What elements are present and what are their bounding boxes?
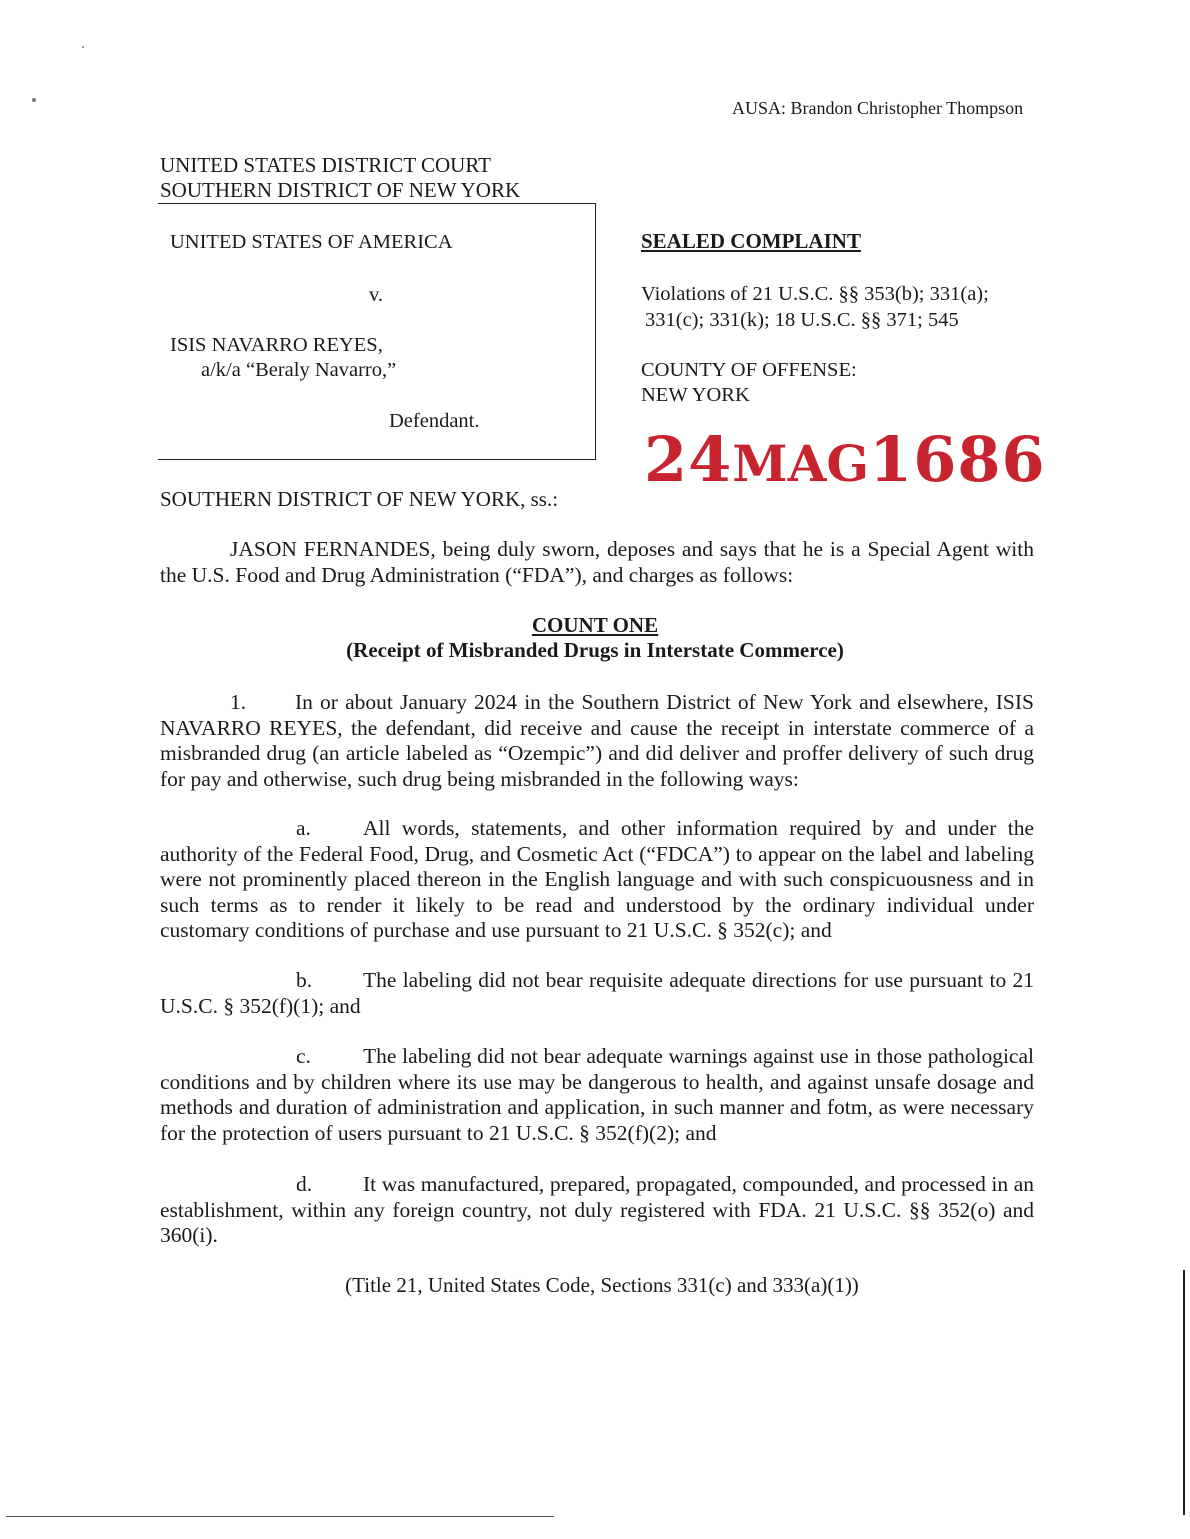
- subparagraph-c: [160, 1044, 1034, 1146]
- intro-text: JASON FERNANDES, being duly sworn, deposes and says that he is a Special Agent with the U.S. Food and Drug Administration (“FDA”), and charges as follows:: [160, 537, 1034, 587]
- versus: v.: [369, 284, 384, 306]
- count-title: COUNT ONE: [531, 613, 659, 637]
- subparagraph-label: c.: [296, 1044, 311, 1068]
- subparagraph-label: a.: [296, 816, 311, 840]
- county-of-offense-value: NEW YORK: [641, 384, 750, 406]
- case-number-stamp: [644, 424, 1046, 500]
- defendant-alias: a/k/a “Beraly Navarro,”: [201, 359, 397, 381]
- defendant-label: Defendant.: [389, 410, 480, 432]
- paragraph-number: 1.: [230, 690, 247, 714]
- stamp-mag: MAG: [732, 434, 870, 493]
- intro-paragraph: [160, 537, 1034, 588]
- subparagraph-label: d.: [296, 1172, 313, 1196]
- statute-citation: (Title 21, United States Code, Sections 331(c) and 333(a)(1)): [345, 1273, 859, 1297]
- subparagraph-text: The labeling did not bear adequate warnings against use in those pathological conditions and by children where its use may be dangerous to health, and against unsafe dosage and methods and duration of administration and application, in such manner and fotm, as were necessary for the protection of users pursuant to 21 U.S.C. § 352(f)(2); and: [160, 1044, 1034, 1145]
- court-district: SOUTHERN DISTRICT OF NEW YORK: [160, 178, 521, 202]
- footer-rule: [6, 1516, 554, 1517]
- scan-speck: [82, 46, 84, 48]
- violations-line: 331(c); 331(k); 18 U.S.C. §§ 371; 545: [645, 308, 959, 331]
- venue-line: SOUTHERN DISTRICT OF NEW YORK, ss.:: [160, 487, 559, 511]
- count-subtitle: (Receipt of Misbranded Drugs in Interstate Commerce): [346, 638, 844, 662]
- ausa-line: AUSA: Brandon Christopher Thompson: [732, 98, 1024, 118]
- county-of-offense-label: COUNTY OF OFFENSE:: [641, 359, 857, 381]
- subparagraph-text: The labeling did not bear requisite adequate directions for use pursuant to 21 U.S.C. § 352(f)(1); and: [160, 968, 1034, 1018]
- defendant-name: ISIS NAVARRO REYES,: [170, 334, 383, 356]
- subparagraph-label: b.: [296, 968, 313, 992]
- violations-line: Violations of 21 U.S.C. §§ 353(b); 331(a);: [641, 283, 989, 305]
- court-name: UNITED STATES DISTRICT COURT: [160, 153, 491, 177]
- subparagraph-text: It was manufactured, prepared, propagated, compounded, and processed in an establishment, within any foreign country, not duly registered with FDA. 21 U.S.C. §§ 352(o) and 360(i).: [160, 1172, 1034, 1247]
- stamp-year: 24: [644, 423, 733, 496]
- violations: [641, 282, 1041, 333]
- stamp-number: 1686: [869, 423, 1046, 496]
- paragraph-text: In or about January 2024 in the Southern District of New York and elsewhere, ISIS NAVARRO REYES, the defendant, did receive and cause the receipt in interstate commerce of a misbranded drug (an article labeled as “Ozempic”) and did deliver and proffer delivery of such drug for pay and otherwise, such drug being misbranded in the following ways:: [160, 690, 1034, 791]
- subparagraph-b: [160, 968, 1034, 1019]
- scan-speck: [32, 98, 36, 102]
- subparagraph-a: [160, 816, 1034, 944]
- paragraph-1: [160, 690, 1034, 792]
- document-title: SEALED COMPLAINT: [641, 229, 861, 253]
- subparagraph-text: All words, statements, and other information required by and under the authority of the Federal Food, Drug, and Cosmetic Act (“FDCA”) to appear on the label and labeling were not prominently placed thereon in the English language and with such conspicuousness and in such terms as to render it likely to be read and understood by the ordinary individual under customary conditions of purchase and use pursuant to 21 U.S.C. § 352(c); and: [160, 816, 1034, 942]
- plaintiff: UNITED STATES OF AMERICA: [170, 231, 453, 253]
- scan-edge-mark: [1183, 1270, 1185, 1515]
- subparagraph-d: [160, 1172, 1034, 1249]
